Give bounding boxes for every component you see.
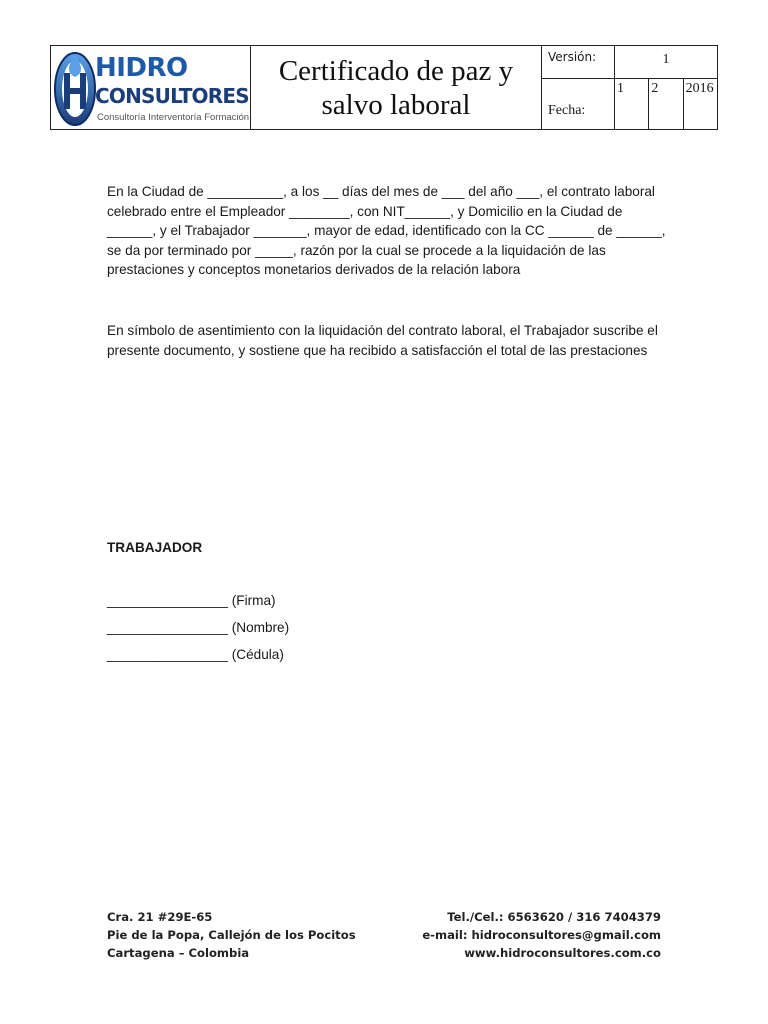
footer-contact xyxy=(422,908,661,962)
date-year: 2016 xyxy=(683,79,717,130)
date-label: Fecha: xyxy=(542,79,615,130)
document-title xyxy=(251,46,542,130)
footer-website: www.hidroconsultores.com.co xyxy=(464,946,661,960)
hidro-emblem-icon xyxy=(53,49,97,127)
footer-address-line1: Cra. 21 #29E-65 xyxy=(107,910,213,924)
version-label: Versión: xyxy=(542,46,615,79)
logo-cell xyxy=(51,46,251,130)
signature-cedula-line: ________________ (Cédula) xyxy=(107,647,284,662)
footer-address-line3: Cartagena – Colombia xyxy=(107,946,250,960)
consent-paragraph: En símbolo de asentimiento con la liquidación del contrato laboral, el Trabajador suscribe el presente documento, y sostiene que ha recibido a satisfacción el total de las prestaciones xyxy=(107,323,658,358)
footer-email: e-mail: hidroconsultores@gmail.com xyxy=(422,928,661,942)
contract-paragraph: En la Ciudad de __________, a los __ días del mes de ___ del año ___, el contrato laboral celebrado entre el Empleador ________, con NIT______, y Domicilio en la Ciudad de ______, y el Trabajador _______, mayor de edad, identificado con la CC ______ de ______, se da por terminado por _____, razón por la cual se procede a la liquidación de las prestaciones y conceptos monetarios derivados de la relación labora xyxy=(107,184,666,277)
date-day: 1 xyxy=(615,79,649,130)
signature-nombre-line: ________________ (Nombre) xyxy=(107,620,290,635)
document-header xyxy=(50,45,718,130)
document-title-text: Certificado de paz y salvo laboral xyxy=(278,54,514,121)
logo-brand: HIDRO xyxy=(95,53,188,83)
date-month: 2 xyxy=(649,79,683,130)
logo-tagline: Consultoría Interventoría Formación xyxy=(97,112,250,123)
footer-address xyxy=(107,908,356,962)
signature-heading: TRABAJADOR xyxy=(107,540,203,555)
signature-firma-line: ________________ (Firma) xyxy=(107,593,276,608)
logo-subtitle: CONSULTORES xyxy=(95,84,249,108)
footer-phone: Tel./Cel.: 6563620 / 316 7404379 xyxy=(447,910,661,924)
company-logo xyxy=(53,49,248,129)
footer-address-line2: Pie de la Popa, Callejón de los Pocitos xyxy=(107,928,356,942)
version-value: 1 xyxy=(615,46,718,79)
